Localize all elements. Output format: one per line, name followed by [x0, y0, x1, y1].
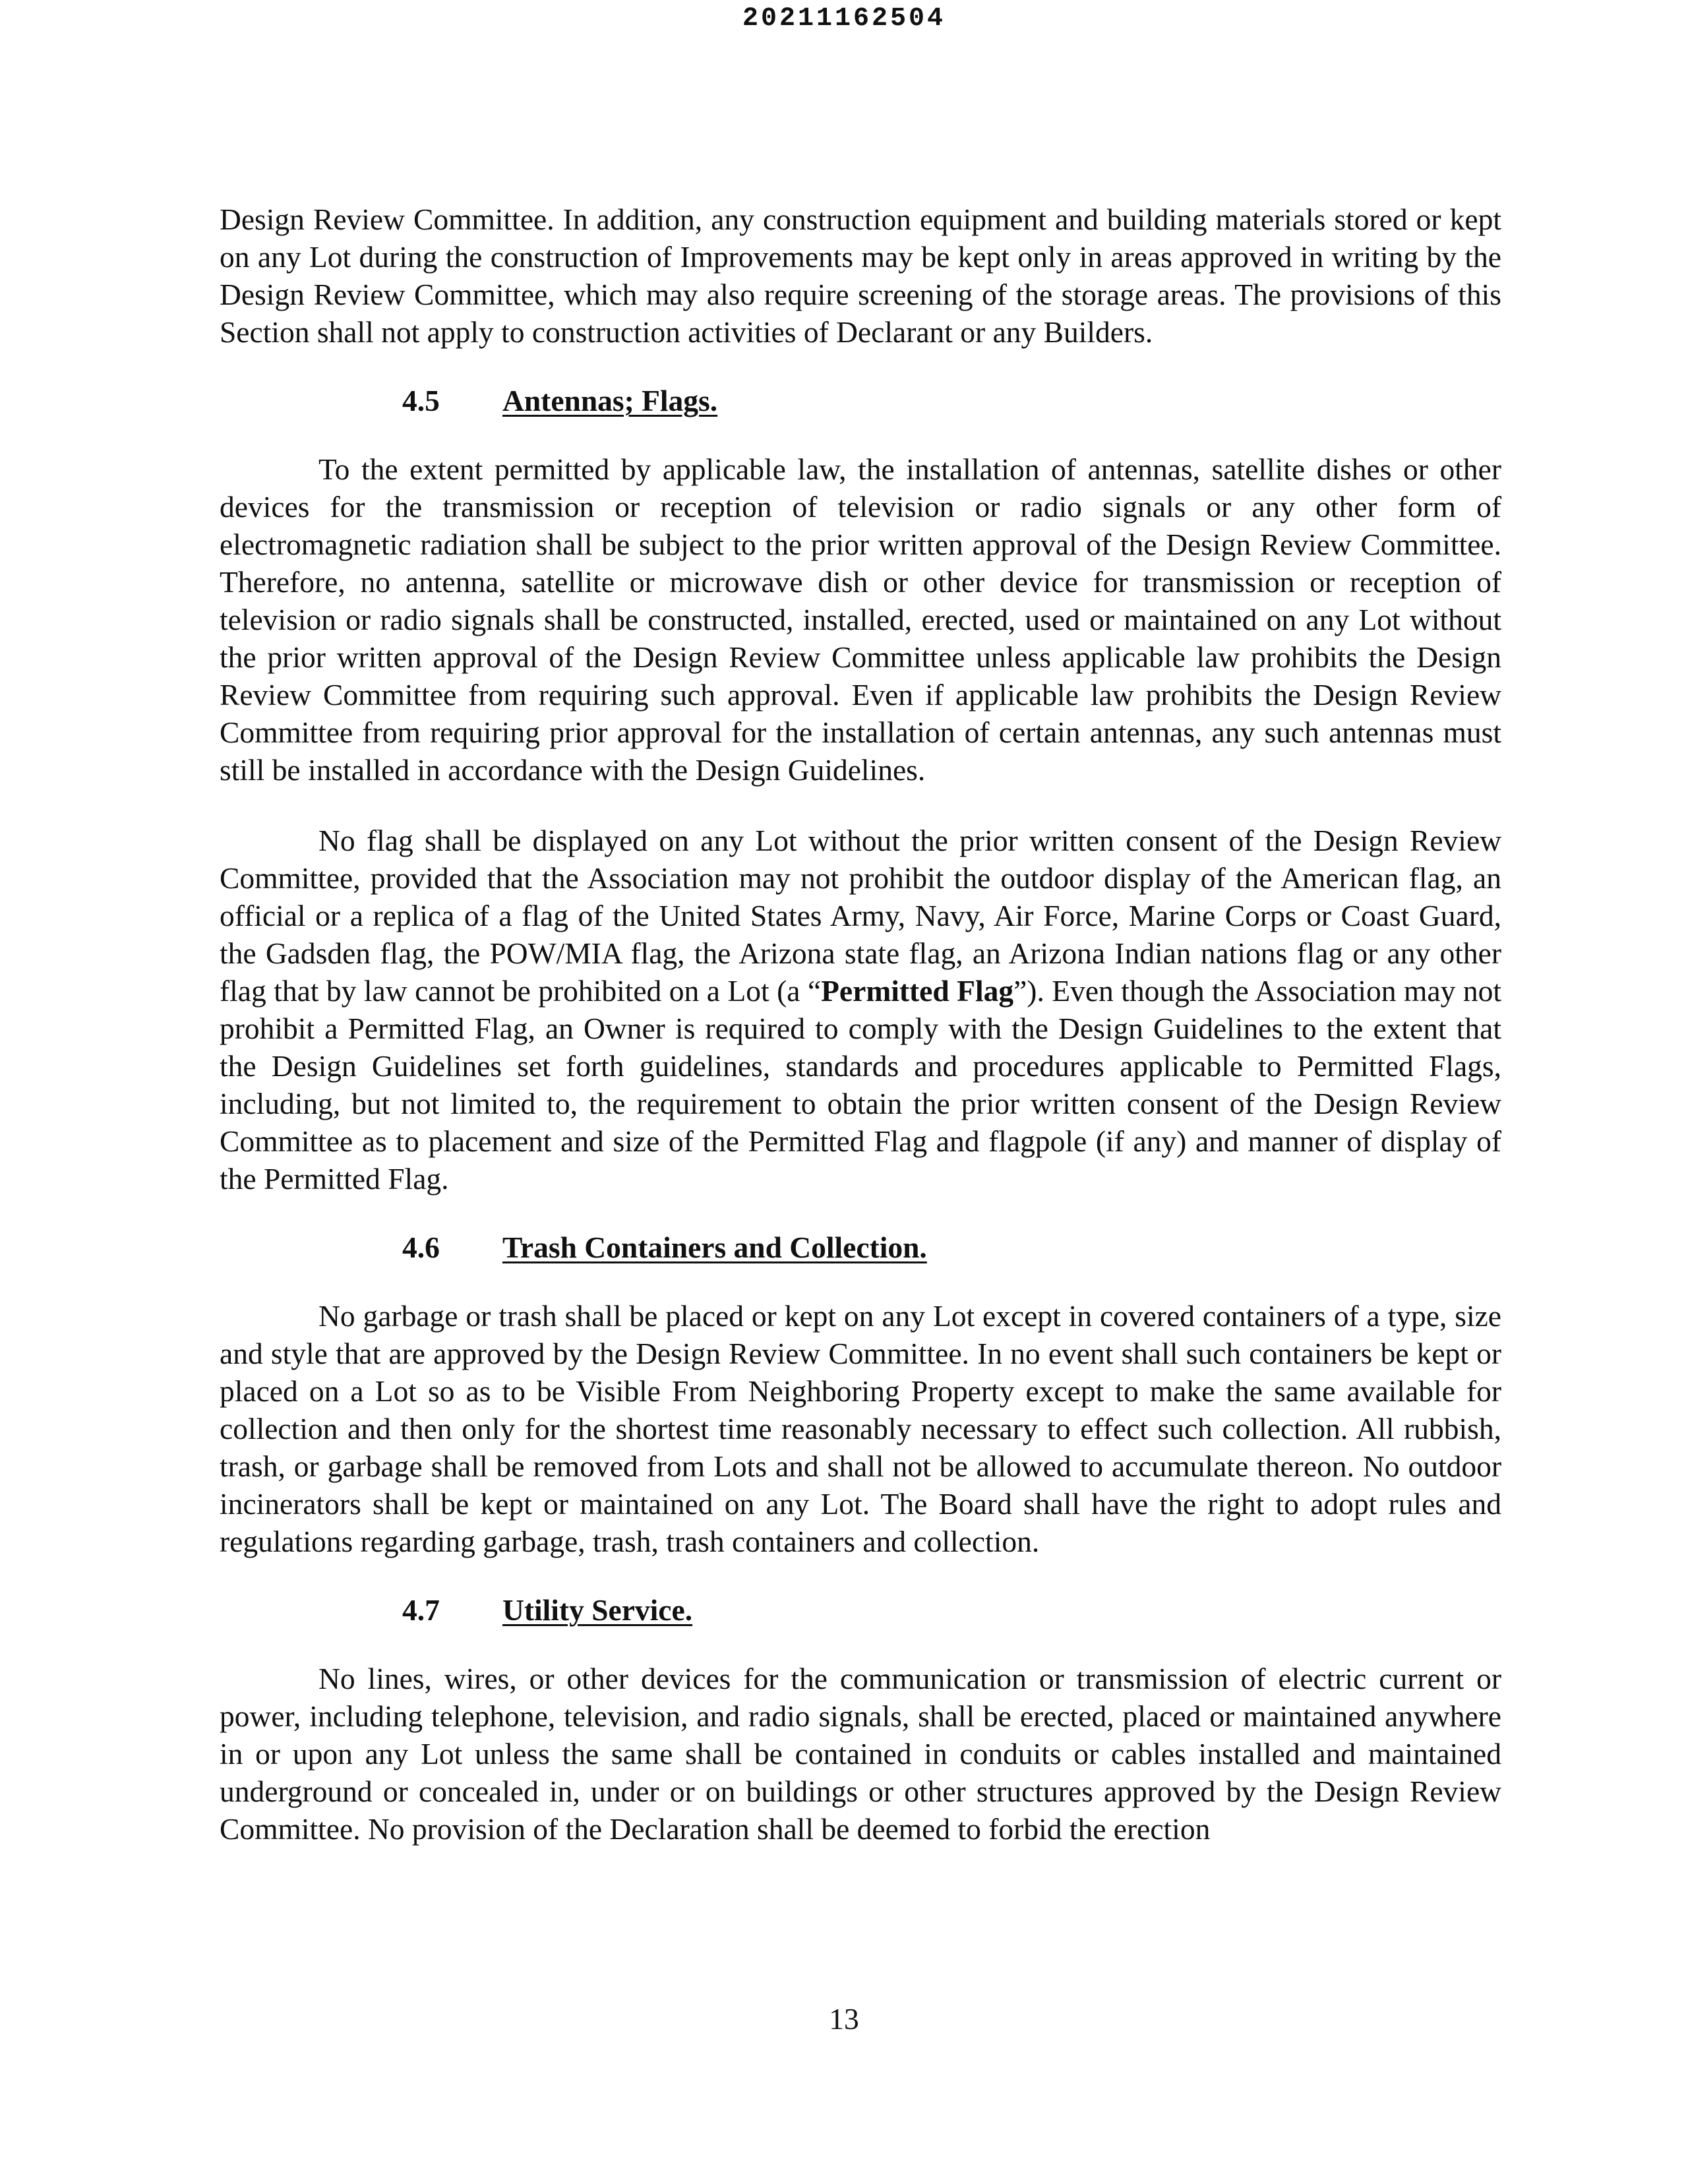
section-number: 4.7 — [402, 1593, 440, 1627]
section-title: Trash Containers and Collection. — [502, 1230, 927, 1264]
flags-text-before: No flag shall be displayed on any Lot without the prior written consent of the Design Review Committee, provided that the Association may not prohibit the outdoor display of the American flag, an official or a replica of a flag of the United States Army, Navy, Air Force, Marine Corps or Coast Guard, the Gadsden flag, the POW/MIA flag, the Arizona state flag, an Arizona Indian nations flag or any other flag that by law cannot be prohibited on a Lot (a “ — [220, 824, 1501, 1008]
intro-paragraph: Design Review Committee. In addition, any construction equipment and building materials stored or kept on any Lot during the construction of Improvements may be kept only in areas approved in writing by the Design Review Committee, which may also require screening of the storage areas. The provisions of this Section shall not apply to construction activities of Declarant or any Builders. — [220, 202, 1501, 349]
utility-paragraph: No lines, wires, or other devices for the communication or transmission of electric current or power, including telephone, television, and radio signals, shall be erected, placed or maintained anywhere in or upon any Lot unless the same shall be contained in conduits or cables installed and maintained underground or concealed in, under or on buildings or other structures approved by the Design Review Committee. No provision of the Declaration shall be deemed to forbid the erection — [220, 1662, 1501, 1846]
section-heading-4-6 — [220, 1228, 1501, 1266]
section-number: 4.6 — [402, 1230, 440, 1264]
trash-paragraph: No garbage or trash shall be placed or kept on any Lot except in covered containers of a type, size and style that are approved by the Design Review Committee. In no event shall such containers be kept or placed on a Lot so as to be Visible From Neighboring Property except to make the same available for collection and then only for the shortest time reasonably necessary to effect such collection. All rubbish, trash, or garbage shall be removed from Lots and shall not be allowed to accumulate thereon. No outdoor incinerators shall be kept or maintained on any Lot. The Board shall have the right to adopt rules and regulations regarding garbage, trash, trash containers and collection. — [220, 1299, 1501, 1558]
flags-paragraph — [220, 822, 1501, 1198]
section-heading-4-7 — [220, 1591, 1501, 1629]
antennas-paragraph: To the extent permitted by applicable law, the installation of antennas, satellite dishes or other devices for the transmission or reception of television or radio signals or any other form of electromagnetic radiation shall be subject to the prior written approval of the Design Review Committee. Therefore, no antenna, satellite or microwave dish or other device for transmission or reception of television or radio signals shall be constructed, installed, erected, used or maintained on any Lot without the prior written approval of the Design Review Committee unless applicable law prohibits the Design Review Committee from requiring such approval. Even if applicable law prohibits the Design Review Committee from requiring prior approval for the installation of certain antennas, any such antennas must still be installed in accordance with the Design Guidelines. — [220, 452, 1501, 787]
flags-text-after: ”). Even though the Association may not prohibit a Permitted Flag, an Owner is required to comply with the Design Guidelines to the extent that the Design Guidelines set forth guidelines, standards and procedures applicable to Permitted Flags, including, but not limited to, the requirement to obtain the prior written consent of the Design Review Committee as to placement and size of the Permitted Flag and flagpole (if any) and manner of display of the Permitted Flag. — [220, 974, 1501, 1196]
section-number: 4.5 — [402, 384, 440, 417]
page-content — [220, 200, 1501, 1848]
defined-term-permitted-flag: Permitted Flag — [821, 974, 1014, 1008]
section-title: Antennas; Flags. — [502, 384, 718, 417]
section-title: Utility Service. — [502, 1593, 693, 1627]
document-number: 20211162504 — [742, 4, 946, 34]
paragraph-gap — [220, 789, 1501, 822]
section-heading-4-5 — [220, 382, 1501, 419]
page-number: 13 — [829, 2002, 859, 2036]
